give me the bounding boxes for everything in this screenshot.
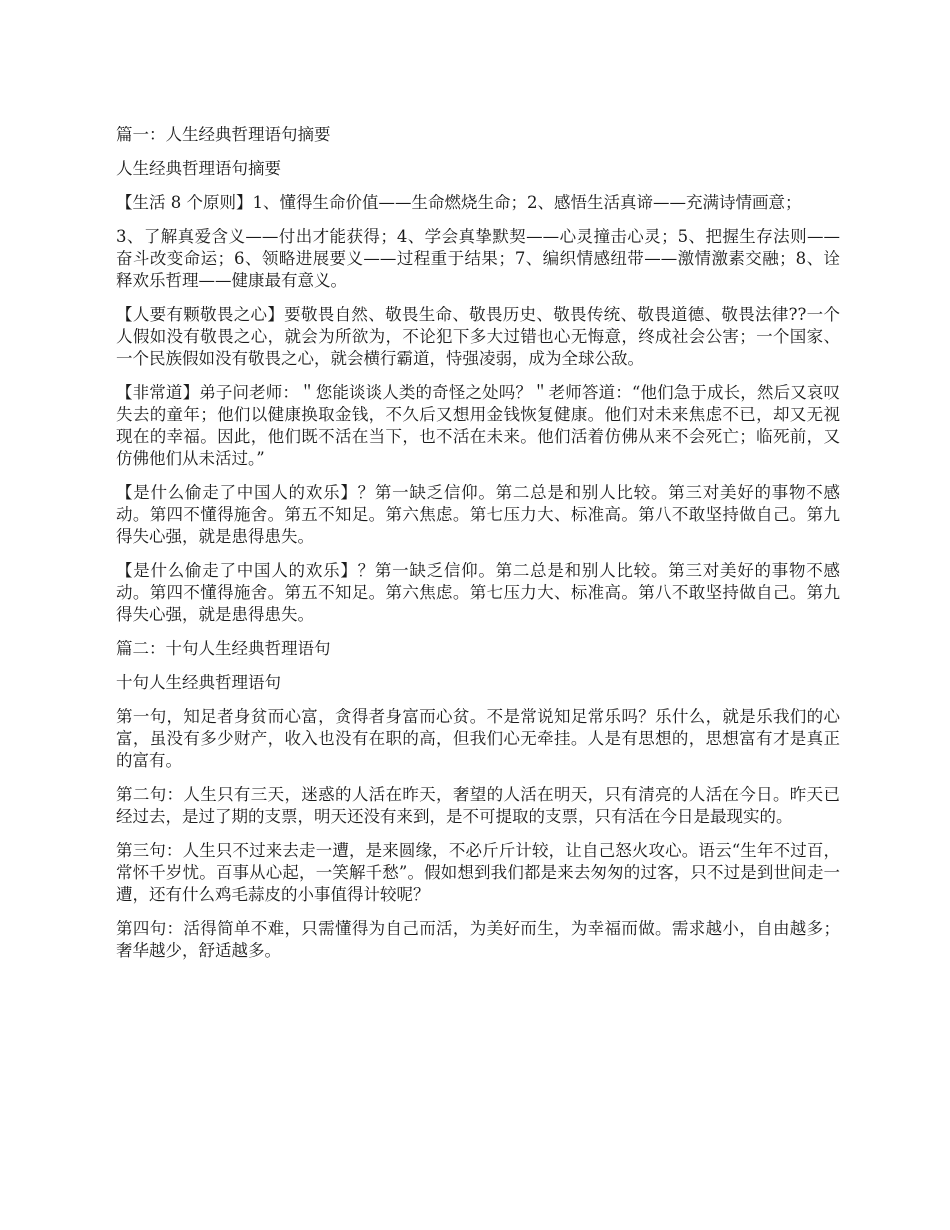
paragraph-sentence-4: 第四句：活得简单不难，只需懂得为自己而活，为美好而生，为幸福而做。需求越小，自由越多；奢华越少，舒适越多。 [116,919,840,960]
section-subheading-1: 人生经典哲理语句摘要 [116,159,281,178]
paragraph-sentence-2: 第二句：人生只有三天，迷惑的人活在昨天，奢望的人活在明天，只有清亮的人活在今日。昨天已经过去，是过了期的支票，明天还没有来到，是不可提取的支票，只有活在今日是最现实的。 [116,785,840,826]
paragraph-sentence-1: 第一句，知足者身贫而心富，贪得者身富而心贫。不是常说知足常乐吗？乐什么，就是乐我们的心富，虽没有多少财产，收入也没有在职的高，但我们心无牵挂。人是有思想的，思想富有才是真正的富有。 [116,707,840,770]
section-heading-2: 篇二：十句人生经典哲理语句 [116,639,331,658]
paragraph-life-principles-continued: 3、了解真爱含义——付出才能获得；4、学会真挚默契——心灵撞击心灵；5、把握生存法则——奋斗改变命运；6、领略进展要义——过程重于结果；7、编织情感纽带——激情激素交融；8、诠释欢乐哲理——健康最有意义。 [116,227,840,290]
paragraph-reverence: 【人要有颗敬畏之心】要敬畏自然、敬畏生命、敬畏历史、敬畏传统、敬畏道德、敬畏法律??一个人假如没有敬畏之心，就会为所欲为，不论犯下多大过错也心无悔意，终成社会公害；一个国家、一个民族假如没有敬畏之心，就会横行霸道，恃强凌弱，成为全球公敌。 [116,305,840,368]
paragraph-life-principles: 【生活 8 个原则】1、懂得生命价值——生命燃烧生命；2、感悟生活真谛——充满诗情画意； [116,193,802,212]
paragraph-extraordinary-way: 【非常道】弟子问老师：＂您能谈谈人类的奇怪之处吗？＂老师答道：“他们急于成长，然后又哀叹失去的童年；他们以健康换取金钱，不久后又想用金钱恢复健康。他们对未来焦虑不已，却又无视现在的幸福。因此，他们既不活在当下，也不活在未来。他们活着仿佛从来不会死亡；临死前，又仿佛他们从未活过。” [116,383,840,468]
paragraph-sentence-3: 第三句：人生只不过来去走一遭，是来圆缘，不必斤斤计较，让自己怒火攻心。语云“生年不过百，常怀千岁忧。百事从心起，一笑解千愁”。假如想到我们都是来去匆匆的过客，只不过是到世间走一遭，还有什么鸡毛蒜皮的小事值得计较呢？ [116,841,840,904]
section-heading-1: 篇一：人生经典哲理语句摘要 [116,125,331,144]
paragraph-stolen-joy: 【是什么偷走了中国人的欢乐】？第一缺乏信仰。第二总是和别人比较。第三对美好的事物不感动。第四不懂得施舍。第五不知足。第六焦虑。第七压力大、标准高。第八不敢坚持做自己。第九得失心强，就是患得患失。 [116,483,840,546]
section-subheading-2: 十句人生经典哲理语句 [116,673,281,692]
paragraph-stolen-joy-repeat: 【是什么偷走了中国人的欢乐】？第一缺乏信仰。第二总是和别人比较。第三对美好的事物不感动。第四不懂得施舍。第五不知足。第六焦虑。第七压力大、标准高。第八不敢坚持做自己。第九得失心强，就是患得患失。 [116,561,840,624]
document-page [116,124,840,974]
